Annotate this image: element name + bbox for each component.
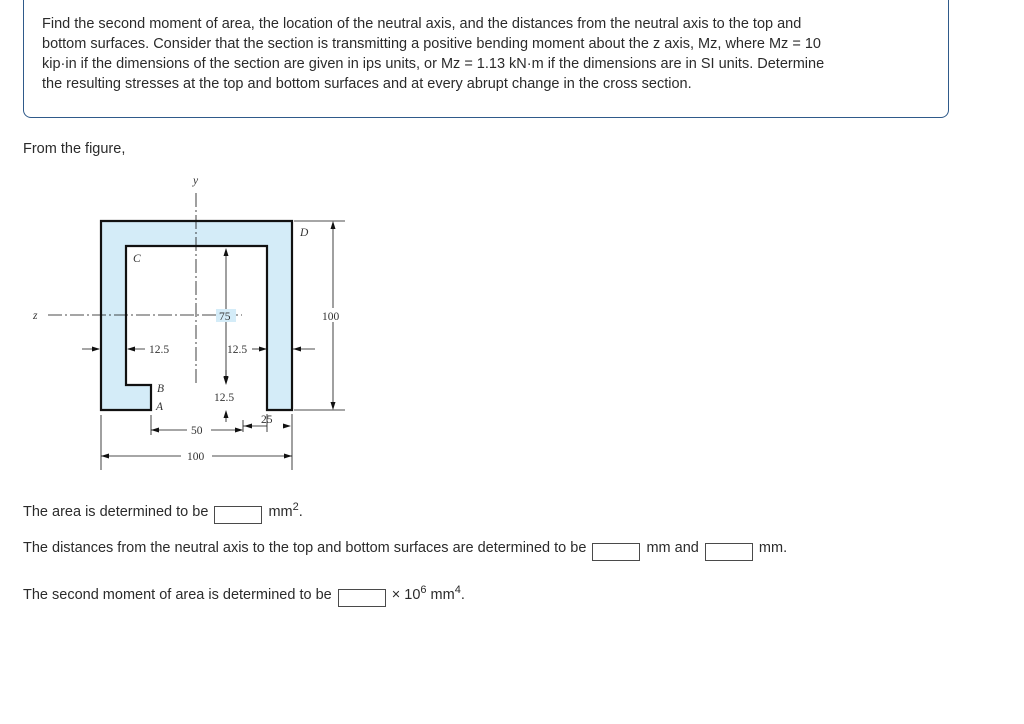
cross-section-figure (30, 170, 360, 470)
moment-prefix: The second moment of area is determined to be (23, 586, 332, 603)
y-axis-label: y (193, 175, 199, 187)
moment-input[interactable] (338, 589, 386, 607)
z-axis-label: z (33, 310, 38, 322)
dim-75-label: 75 (219, 311, 231, 323)
distance-suffix: mm. (758, 540, 788, 556)
moment-unit: mm (426, 586, 455, 603)
dim-100-bottom-label: 100 (187, 451, 205, 463)
from-figure-label: From the figure, (23, 141, 126, 157)
problem-line-1: Find the second moment of area, the location of the neutral axis, and the distances from the neutral axis to the top and (42, 16, 802, 32)
dim-12-5-bottom-label: 12.5 (214, 392, 235, 404)
problem-line-2: bottom surfaces. Consider that the section is transmitting a positive bending moment about the z axis, Mz, where Mz = 10 (42, 36, 821, 52)
distance-question (23, 540, 787, 561)
section-shape (101, 221, 292, 410)
distance-bottom-input[interactable] (705, 543, 753, 561)
dim-50-label: 50 (191, 425, 203, 437)
area-exponent: 2 (292, 501, 299, 513)
moment-suffix: . (460, 586, 465, 603)
area-input[interactable] (214, 506, 262, 524)
dim-12-5-left-label: 12.5 (149, 344, 170, 356)
distance-mid: mm and (646, 540, 699, 556)
point-d-label: D (300, 227, 309, 239)
problem-line-3: kip·in if the dimensions of the section are given in ips units, or Mz = 1.13 kN·m if the dimensions are in SI units. Determine (42, 56, 825, 72)
point-c-label: C (133, 253, 141, 265)
moment-exponent-6: 6 (420, 584, 427, 596)
point-b-label: B (157, 383, 165, 395)
dim-100-right-label: 100 (322, 311, 340, 323)
distance-prefix: The distances from the neutral axis to the top and bottom surfaces are determined to be (23, 540, 587, 556)
moment-question (23, 584, 465, 607)
area-suffix: . (298, 503, 303, 520)
dim-25-label: 25 (261, 414, 273, 426)
dim-12-5-mid-label: 12.5 (227, 344, 248, 356)
moment-exponent-4: 4 (454, 584, 461, 596)
area-prefix: The area is determined to be (23, 503, 209, 520)
area-question (23, 501, 303, 524)
area-unit: mm (268, 503, 293, 520)
problem-statement (42, 14, 892, 94)
problem-line-4: the resulting stresses at the top and bottom surfaces and at every abrupt change in the cross section. (42, 76, 692, 92)
moment-times: × 10 (391, 586, 421, 603)
point-a-label: A (156, 401, 164, 413)
distance-top-input[interactable] (592, 543, 640, 561)
